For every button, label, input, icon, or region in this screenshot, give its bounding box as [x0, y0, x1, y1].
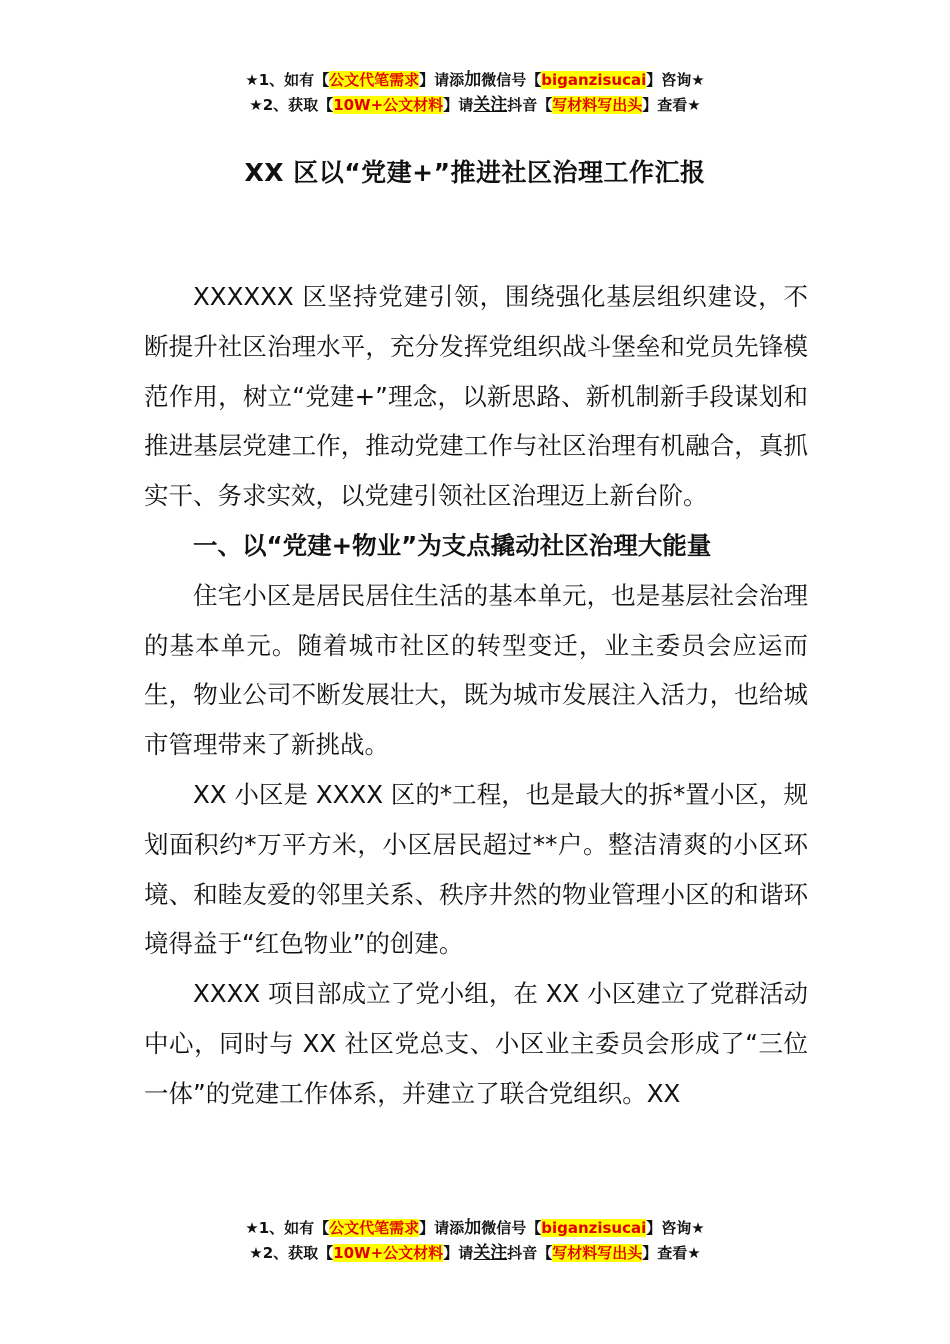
- promo-text: 关注: [473, 95, 508, 115]
- promo-text: 】咨询★: [646, 1219, 705, 1237]
- promo-text: 加: [464, 1218, 482, 1238]
- promo-text: 微信号【: [481, 1219, 542, 1237]
- bottom-promo-banner: [0, 1216, 950, 1266]
- promo-highlight: 10W+公文材料: [333, 96, 444, 114]
- promo-text: ★2、获取【: [249, 1244, 334, 1262]
- promo-text: 抖音【: [507, 1244, 553, 1262]
- promo-text: 】查看★: [642, 96, 701, 114]
- promo-text: 微信号【: [481, 71, 542, 89]
- promo-line-1: [0, 1216, 950, 1241]
- top-promo-banner: [0, 68, 950, 118]
- promo-text: 关注: [473, 1243, 508, 1263]
- promo-text: ★2、获取【: [249, 96, 334, 114]
- promo-text: 】咨询★: [646, 71, 705, 89]
- promo-text: 】请添: [419, 71, 465, 89]
- document-title: XX 区以“党建+”推进社区治理工作汇报: [244, 158, 706, 187]
- document-body: [144, 272, 808, 1119]
- promo-line-2: [0, 1241, 950, 1266]
- promo-highlight: 公文代笔需求: [329, 71, 420, 89]
- promo-line-2: [0, 93, 950, 118]
- paragraph: XX 小区是 XXXX 区的*工程，也是最大的拆*置小区，规划面积约*万平方米，小区居民超过**户。整洁清爽的小区环境、和睦友爱的邻里关系、秩序井然的物业管理小区的和谐环境得益于“红色物业”的创建。: [144, 779, 808, 959]
- promo-text: ★1、如有【: [245, 1219, 330, 1237]
- promo-text: 】请: [443, 96, 474, 114]
- promo-highlight: 公文代笔需求: [329, 1219, 420, 1237]
- promo-text: ★1、如有【: [245, 71, 330, 89]
- paragraph-intro: XXXXXX 区坚持党建引领，围绕强化基层组织建设，不断提升社区治理水平，充分发挥党组织战斗堡垒和党员先锋模范作用，树立“党建+”理念，以新思路、新机制新手段谋划和推进基层党建工作，推动党建工作与社区治理有机融合，真抓实干、务求实效，以党建引领社区治理迈上新台阶。: [144, 282, 808, 511]
- promo-wechat-id: biganzisucai: [541, 1219, 647, 1237]
- promo-text: 】请: [443, 1244, 474, 1262]
- promo-text: 加: [464, 70, 482, 90]
- promo-line-1: [0, 68, 950, 93]
- promo-wechat-id: biganzisucai: [541, 71, 647, 89]
- promo-douyin-id: 写材料写出头: [552, 1244, 643, 1262]
- promo-text: 抖音【: [507, 96, 553, 114]
- paragraph: 住宅小区是居民居住生活的基本单元，也是基层社会治理的基本单元。随着城市社区的转型变迁，业主委员会应运而生，物业公司不断发展壮大，既为城市发展注入活力，也给城市管理带来了新挑战。: [144, 580, 808, 760]
- section-heading-1: 一、以“党建+物业”为支点撬动社区治理大能量: [193, 530, 712, 560]
- promo-highlight: 10W+公文材料: [333, 1244, 444, 1262]
- paragraph: XXXX 项目部成立了党小组，在 XX 小区建立了党群活动中心，同时与 XX 社区党总支、小区业主委员会形成了“三位一体”的党建工作体系，并建立了联合党组织。XX: [144, 979, 808, 1108]
- promo-douyin-id: 写材料写出头: [552, 96, 643, 114]
- promo-text: 】查看★: [642, 1244, 701, 1262]
- promo-text: 】请添: [419, 1219, 465, 1237]
